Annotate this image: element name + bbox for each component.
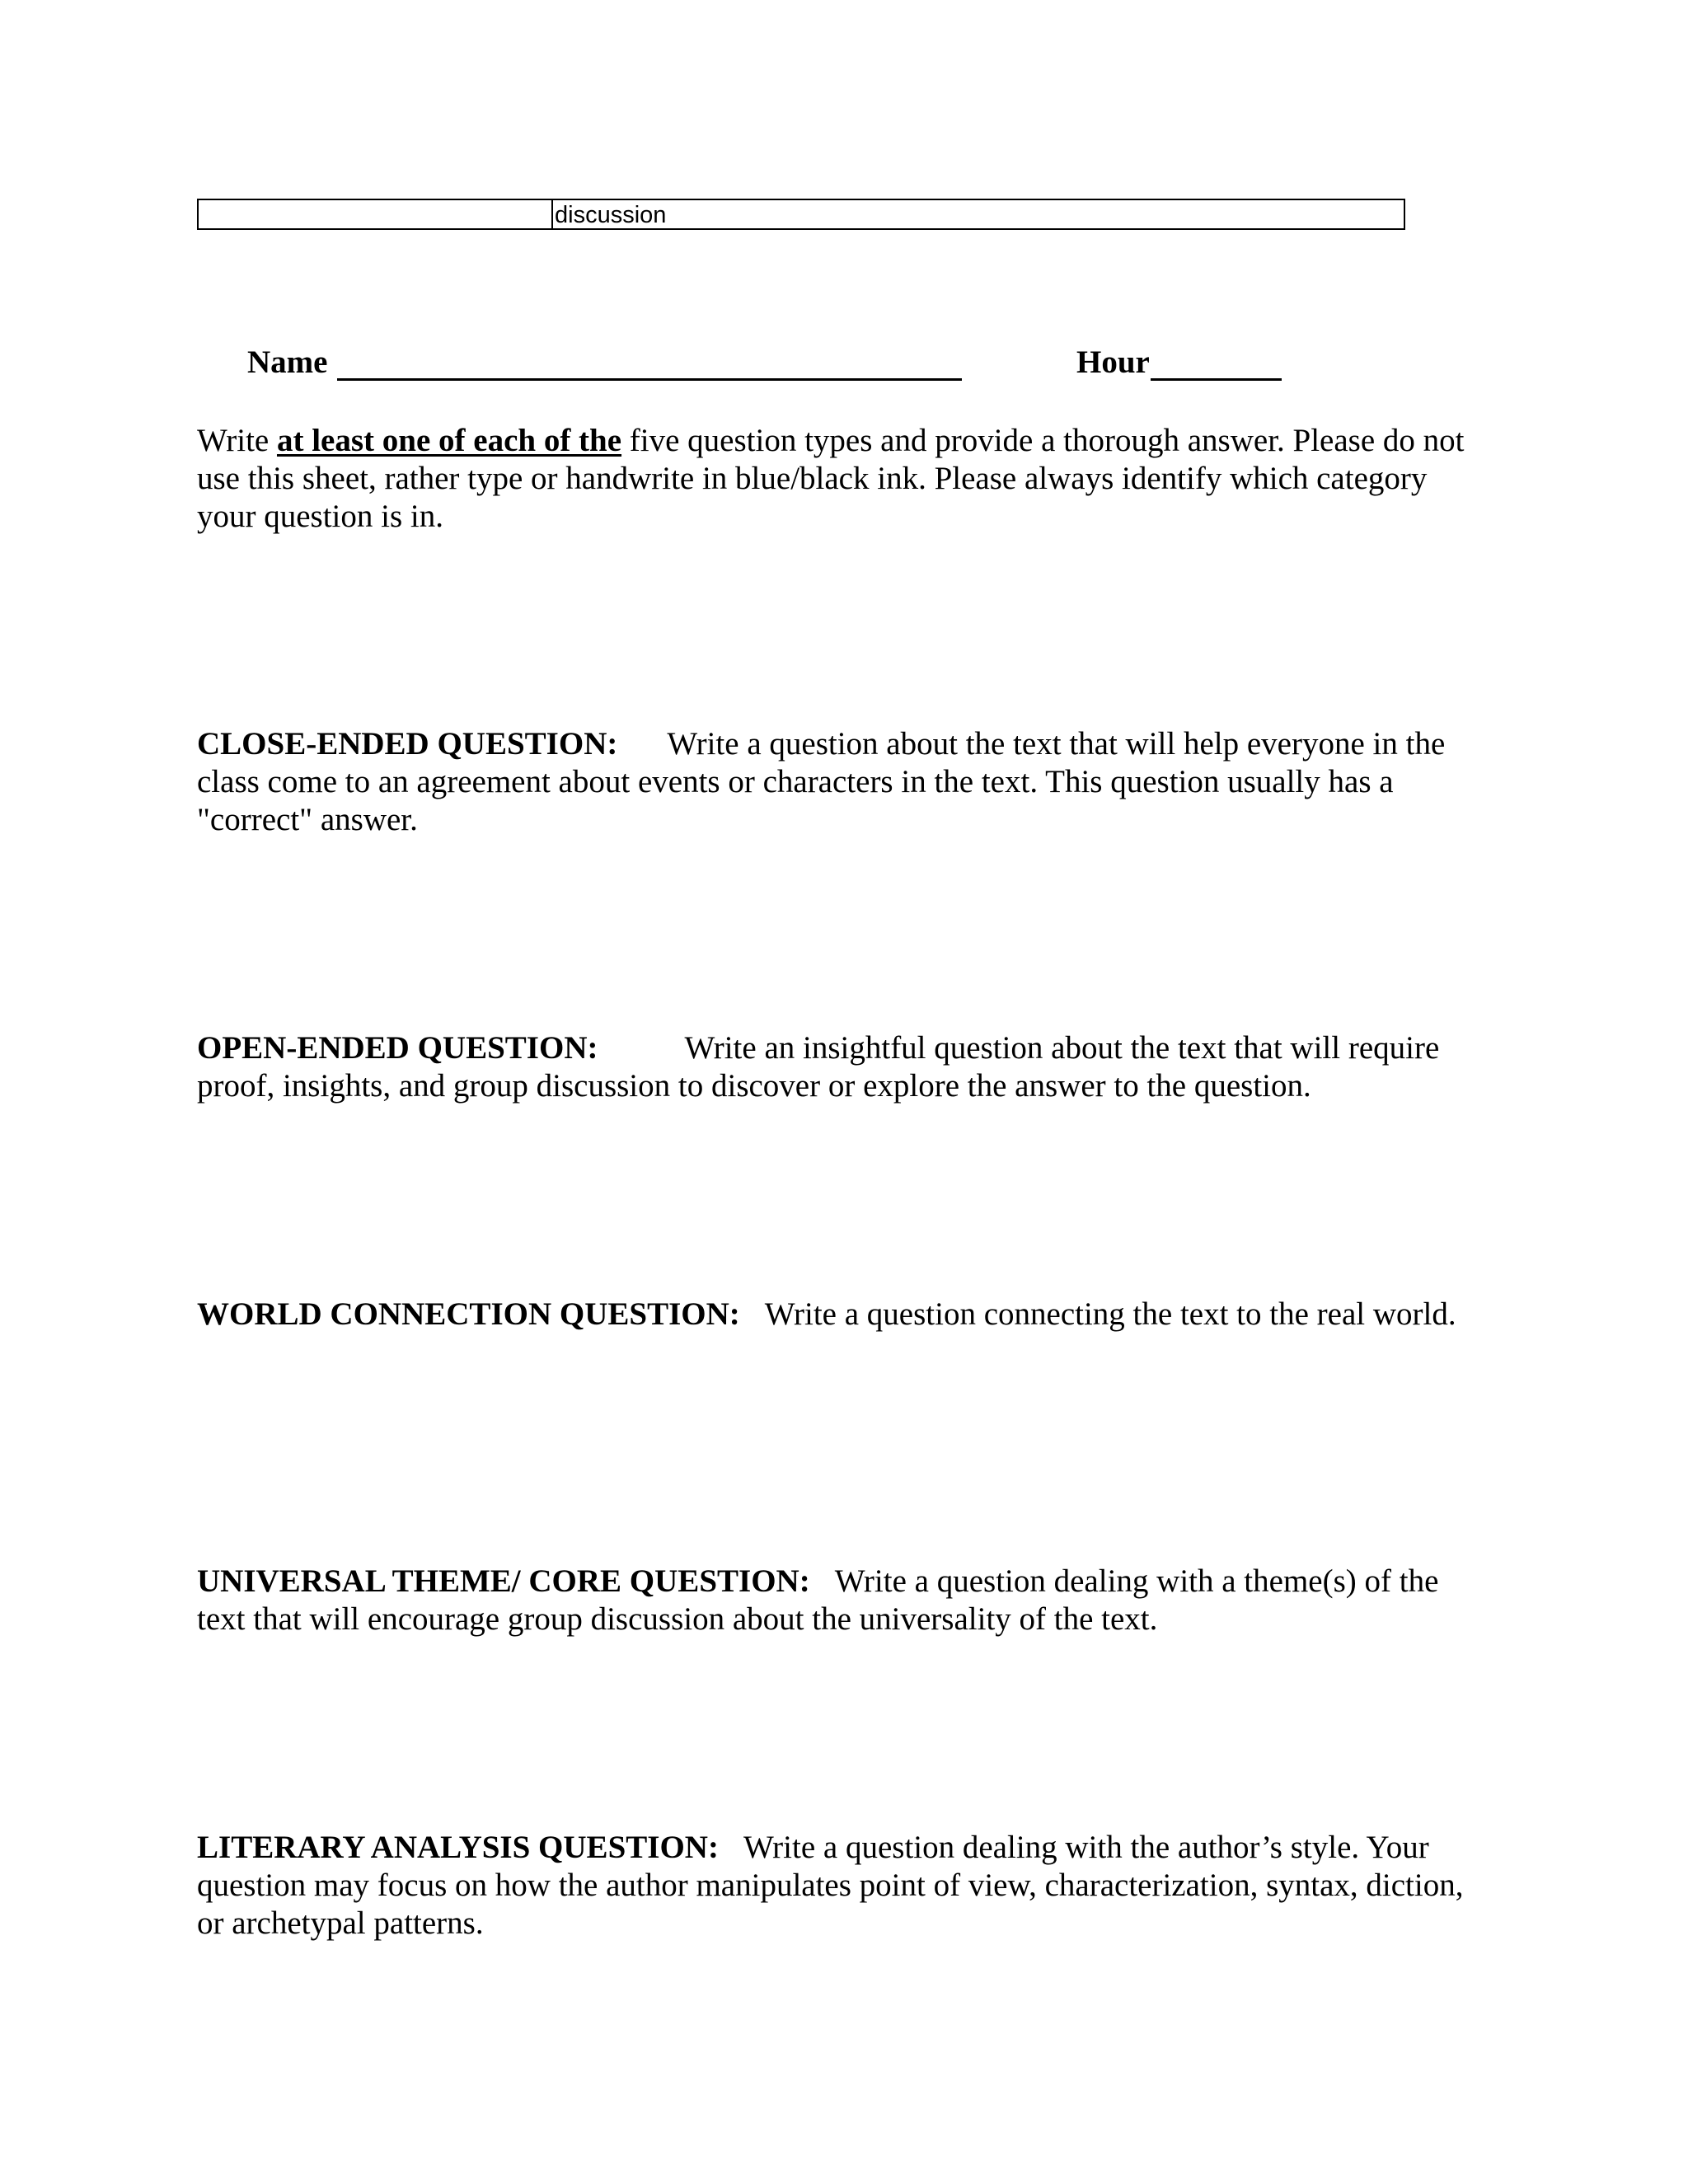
question-text: Write an insightful question about the text that will require proof, insights, and group discussion to discover or explore the answer to the question. [197,1030,1440,1104]
name-label: Name [247,344,328,380]
question-heading: OPEN-ENDED QUESTION: [197,1030,598,1066]
question-text: Write a question connecting the text to the real world. [764,1296,1456,1332]
question-text: Write a question dealing with the author’s style. Your question may focus on how the author manipulates point of view, characterization, syntax, diction, or archetypal patterns. [197,1830,1464,1941]
hour-blank-line[interactable] [1151,378,1282,381]
name-blank-line[interactable] [337,378,962,381]
question-text: Write a question about the text that will help everyone in the class come to an agreement about events or characters in the text. This question usually has a "correct" answer. [197,726,1446,837]
instructions-emphasis: at least one of each of the [276,423,622,458]
question-heading: UNIVERSAL THEME/ CORE QUESTION: [197,1563,810,1599]
universal-theme-question [197,1563,1483,1638]
world-connection-question [197,1296,1483,1333]
literary-analysis-question [197,1829,1483,1943]
instructions-paragraph [197,422,1483,536]
name-hour-row [0,342,1688,383]
question-heading: CLOSE-ENDED QUESTION: [197,726,618,762]
instructions-part1: Write [197,423,277,458]
hour-label: Hour [1076,344,1150,380]
question-heading: WORLD CONNECTION QUESTION: [197,1296,740,1332]
question-heading: LITERARY ANALYSIS QUESTION: [197,1830,719,1865]
question-text: Write a question dealing with a theme(s) of the text that will encourage group discussion about the universality of the text. [197,1563,1439,1637]
close-ended-question [197,725,1483,839]
header-box [197,199,1405,230]
header-label: discussion [555,202,667,228]
header-divider [551,200,553,228]
open-ended-question [197,1029,1483,1105]
instructions-part2: five question types and provide a thorough answer. Please do not use this sheet, rather type or handwrite in blue/black ink. Please always identify which category your question is in. [197,423,1465,534]
